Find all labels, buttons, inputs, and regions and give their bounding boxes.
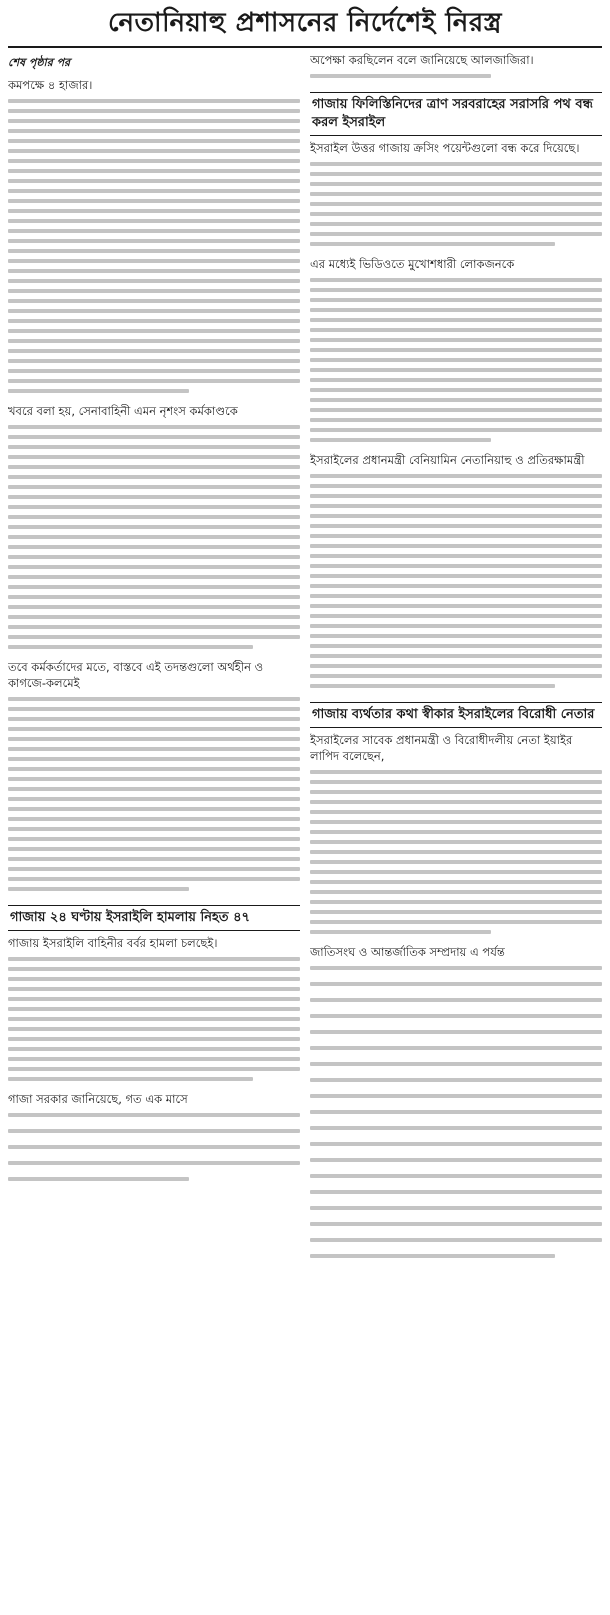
right-col-paragraph-1	[310, 52, 602, 84]
paragraph-opening: অপেক্ষা করছিলেন বলে জানিয়েছে আলজাজিরা।	[310, 53, 534, 67]
right-col-section-2-paragraph-2	[310, 944, 602, 1608]
article-columns	[8, 52, 602, 1612]
right-column	[310, 52, 602, 1612]
left-column	[8, 52, 300, 1612]
paragraph-opening: জাতিসংঘ ও আন্তর্জাতিক সম্প্রদায় এ পর্যন্ত	[310, 945, 505, 959]
paragraph-opening: গাজা সরকার জানিয়েছে, গত এক মাসে	[8, 1092, 188, 1106]
headline-rule	[8, 46, 602, 48]
left-col-paragraph-1	[8, 77, 300, 399]
right-col-section-1-paragraph-1	[310, 140, 602, 252]
paragraph-opening: ইসরাইল উত্তর গাজায় ক্রসিং পয়েন্টগুলো বন্ধ করে দিয়েছে।	[310, 141, 580, 155]
paragraph-opening: কমপক্ষে ৪ হাজার।	[8, 78, 93, 92]
section-subhead: গাজায় ব্যর্থতার কথা স্বীকার ইসরাইলের বিরোধী নেতার	[310, 702, 602, 728]
section-subhead: গাজায় ফিলিস্তিনিদের ত্রাণ সরবরাহের সরাসরি পথ বন্ধ করল ইসরাইল	[310, 92, 602, 136]
right-col-section-1-paragraph-3	[310, 452, 602, 694]
right-col-section-1-paragraph-2	[310, 256, 602, 448]
article-headline: নেতানিয়াহু প্রশাসনের নির্দেশেই নিরস্ত্র	[107, 8, 503, 38]
paragraph-opening: গাজায় ইসরাইলি বাহিনীর বর্বর হামলা চলছেই।	[8, 936, 218, 950]
left-col-section-1-paragraph-1	[8, 935, 300, 1087]
right-col-section-2-paragraph-1	[310, 732, 602, 940]
paragraph-opening: ইসরাইলের প্রধানমন্ত্রী বেনিয়ামিন নেতানিয়াহু ও প্রতিরক্ষামন্ত্রী	[310, 453, 585, 467]
paragraph-opening: তবে কর্মকর্তাদের মতে, বাস্তবে এই তদন্তগুলো অর্থহীন ও কাগজে-কলমেই	[8, 660, 264, 690]
paragraph-opening: ইসরাইলের সাবেক প্রধানমন্ত্রী ও বিরোধীদলীয় নেতা ইয়াইর লাপিদ বলেছেন,	[310, 733, 573, 763]
continued-label: শেষ পৃষ্ঠার পর	[8, 56, 71, 69]
left-col-paragraph-2	[8, 403, 300, 655]
section-subhead: গাজায় ২৪ ঘণ্টায় ইসরাইলি হামলায় নিহত ৪৭	[8, 905, 300, 931]
paragraph-opening: এর মধ্যেই ভিডিওতে মুখোশধারী লোকজনকে	[310, 257, 515, 271]
paragraph-opening: খবরে বলা হয়, সেনাবাহিনী এমন নৃশংস কর্মকাণ্ডকে	[8, 404, 238, 418]
left-col-section-1-paragraph-2	[8, 1091, 300, 1608]
left-col-paragraph-3	[8, 659, 300, 897]
